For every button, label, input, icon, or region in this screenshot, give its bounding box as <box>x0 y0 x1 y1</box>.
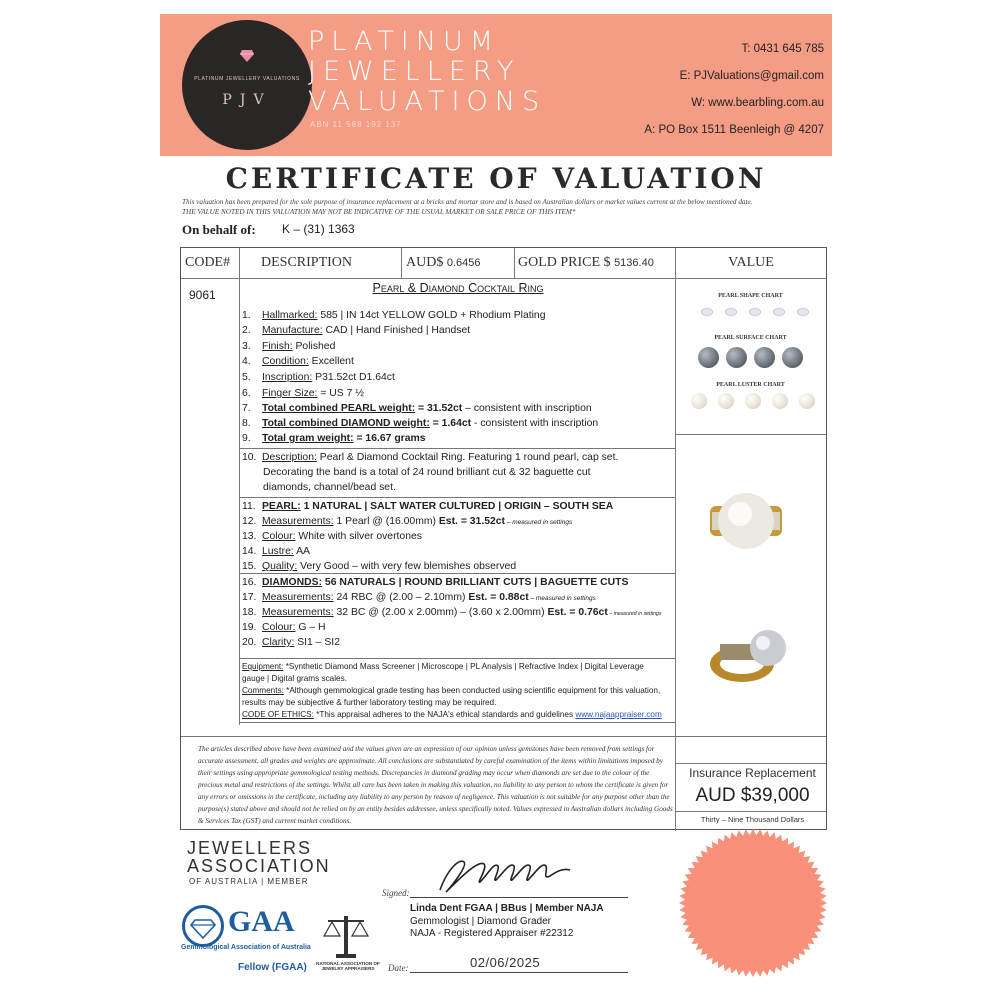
pearl-luster-excellent-icon <box>691 393 707 409</box>
pearl-shape-semi-round-icon <box>725 308 737 316</box>
ethics-note: CODE OF ETHICS: *This appraisal adheres to the NAJA's ethical standards and guidelines www.najaappraiser.com <box>242 710 662 719</box>
item-title: Pearl & Diamond Cocktail Ring <box>372 281 544 295</box>
legal-fine-print: The articles described above have been examined and the values given are an expression of our opinion unless gemstones have been removed from settings for accurate assessment, all grades and weights are approximate. All conclusions are substantiated by careful examination of the items within limitations imposed by their settings using appropriate gemmological testing methods. Discrepancies in diamond grading may occur when diamonds are set due to the colour of the precious metal and restrictions of the settings. Whilst all care has been taken in making this valuation, no liability to any person to whom the certificate is given for any errors or omissions in the certificate, including any liability to any person by reason of negligence. This valuation is not suitable for any purpose other than the purpose(s) stated above and should not be relied on by an entity besides addressee, unless specifically noted. Values expressed in Australian dollars including Goods & Services Tax (GST) and current market conditions. <box>198 745 673 825</box>
item-2: 2. Manufacture: CAD | Hand Finished | Handset <box>242 325 471 336</box>
pearl-luster-fair-icon <box>772 393 788 409</box>
value-divider <box>675 763 826 764</box>
aud-value: 0.6456 <box>446 257 481 269</box>
item-9: 9. Total gram weight: = 16.67 grams <box>242 433 426 444</box>
certificate-title: CERTIFICATE OF VALUATION <box>225 162 767 195</box>
pearl-luster-good-icon <box>745 393 761 409</box>
scales-of-justice-icon <box>320 912 372 960</box>
date-line <box>410 972 628 973</box>
disclaimer-line-1: This valuation has been prepared for the sole purpose of insurance replacement at a bricks and mortar store and is based on Australian dollars or market values current at the below mentioned date. <box>182 198 753 206</box>
item-7: 7. Total combined PEARL weight: = 31.52ct – consistent with inscription <box>242 403 592 414</box>
ring-top-view-image <box>706 488 786 558</box>
item-11: 11. PEARL: 1 NATURAL | SALT WATER CULTURED | ORIGIN – SOUTH SEA <box>242 501 614 512</box>
brand-line-3: VALUATIONS <box>308 86 547 117</box>
contact-email: E: PJValuations@gmail.com <box>679 70 824 82</box>
date-value: 02/06/2025 <box>470 955 541 970</box>
section-divider <box>239 722 675 723</box>
pearl-surface-spotted-icon <box>726 347 747 368</box>
value-header: VALUE <box>728 255 774 270</box>
section-divider <box>239 658 675 659</box>
date-label: Date: <box>388 963 409 973</box>
item-code: 9061 <box>189 288 216 302</box>
gaa-logo-text: GAA <box>228 905 295 938</box>
pearl-shape-chart-title: PEARL SHAPE CHART <box>718 293 783 299</box>
insurance-label: Insurance Replacement <box>689 766 816 780</box>
pearl-luster-poor-icon <box>799 393 815 409</box>
pearl-luster-chart-title: PEARL LUSTER CHART <box>716 382 785 388</box>
item-20: 20. Clarity: SI1 – SI2 <box>242 637 340 648</box>
comments-note: Comments: *Although gemmological grade testing has been conducted using scientific equipment for this valuation, <box>242 686 661 695</box>
on-behalf-label: On behalf of: <box>182 222 256 237</box>
section-divider <box>239 497 675 498</box>
equipment-note-line-2: gauge | Digital grams scales. <box>242 674 347 683</box>
item-14: 14. Lustre: AA <box>242 546 310 557</box>
description-header: DESCRIPTION <box>261 255 353 270</box>
item-12: 12. Measurements: 1 Pearl @ (16.00mm) Est. = 31.52ct – measured in settings <box>242 516 573 527</box>
pearl-surface-blemished-icon <box>754 347 775 368</box>
item-4: 4. Condition: Excellent <box>242 356 354 367</box>
signature-line <box>410 897 628 898</box>
jaa-logo-line-3: OF AUSTRALIA | MEMBER <box>189 877 309 886</box>
value-divider <box>675 434 826 435</box>
item-13: 13. Colour: White with silver overtones <box>242 531 422 542</box>
disclaimer-line-2: THE VALUE NOTED IN THIS VALUATION MAY NOT BE INDICATIVE OF THE USUAL MARKET OR SALE PRICE OF THIS ITEM* <box>182 208 576 216</box>
value-divider <box>675 811 826 812</box>
pearl-surface-chart-title: PEARL SURFACE CHART <box>714 335 787 341</box>
signer-registration: NAJA - Registered Appraiser #22312 <box>410 928 574 939</box>
seal-stamp <box>678 828 828 978</box>
pearl-surface-heavy-icon <box>782 347 803 368</box>
gaa-fellow: Fellow (FGAA) <box>238 962 307 973</box>
pearl-surface-clean-icon <box>698 347 719 368</box>
item-1: 1. Hallmarked: 585 | IN 14ct YELLOW GOLD + Rhodium Plating <box>242 310 546 321</box>
abn-number: ABN 11 588 192 137 <box>310 120 402 129</box>
equipment-note: Equipment: *Synthetic Diamond Mass Screener | Microscope | PL Analysis | Refractive Index | Digital Leverage <box>242 662 644 671</box>
naja-logo-text: NATIONAL ASSOCIATION OF JEWELRY APPRAISERS <box>316 961 380 971</box>
insurance-value: AUD $39,000 <box>695 785 810 806</box>
naja-website-link[interactable]: www.najaappraiser.com <box>575 710 662 719</box>
column-divider <box>239 248 240 725</box>
item-10-line-2: Decorating the band is a total of 24 round brilliant cut & 32 baguette cut <box>263 467 591 478</box>
gaa-diamond-icon <box>182 905 224 947</box>
header-divider <box>181 278 826 279</box>
section-divider <box>239 448 675 449</box>
jaa-logo-line-2: ASSOCIATION <box>187 856 331 876</box>
item-19: 19. Colour: G – H <box>242 622 326 633</box>
gold-price-value: 5136.40 <box>614 257 654 269</box>
pearl-shape-oval-icon <box>749 308 761 316</box>
item-18: 18. Measurements: 32 BC @ (2.00 x 2.00mm) – (3.60 x 2.00mm) Est. = 0.76ct – measured in settings <box>242 607 662 618</box>
pearl-shape-button-icon <box>773 308 785 316</box>
gaa-full-name: Gemmological Association of Australia <box>181 944 311 951</box>
logo-text: PLATINUM JEWELLERY VALUATIONS <box>194 76 300 82</box>
diamond-icon <box>240 50 254 62</box>
contact-address: A: PO Box 1511 Beenleigh @ 4207 <box>644 124 824 136</box>
insurance-value-words: Thirty – Nine Thousand Dollars <box>700 815 805 824</box>
pearl-shape-drop-icon <box>797 308 809 316</box>
signed-label: Signed: <box>382 888 410 898</box>
table-divider <box>181 736 826 737</box>
gold-price-header <box>518 255 654 271</box>
pearl-luster-very-good-icon <box>718 393 734 409</box>
brand-line-1: PLATINUM <box>308 26 501 57</box>
ring-side-view-image <box>706 626 796 688</box>
column-divider <box>514 248 515 278</box>
gold-price-label: GOLD PRICE $ <box>518 255 611 270</box>
item-10: 10. Description: Pearl & Diamond Cocktail Ring. Featuring 1 round pearl, cap set. <box>242 452 619 463</box>
on-behalf-value: K – (31) 1363 <box>282 222 355 236</box>
handwritten-signature <box>430 848 580 898</box>
signer-name: Linda Dent FGAA | BBus | Member NAJA <box>410 903 604 914</box>
aud-header <box>406 255 481 271</box>
logo-initials: PJV <box>222 92 272 108</box>
comments-note-line-2: results may be subjective & further laboratory testing may be required. <box>242 698 497 707</box>
brand-line-2: JEWELLERY <box>308 56 521 87</box>
column-divider <box>401 248 402 278</box>
contact-website: W: www.bearbling.com.au <box>691 97 824 109</box>
item-17: 17. Measurements: 24 RBC @ (2.00 – 2.10mm) Est. = 0.88ct – measured in settings <box>242 592 596 603</box>
contact-phone: T: 0431 645 785 <box>741 43 824 55</box>
jaa-logo-line-1: JEWELLERS <box>187 838 313 858</box>
header-banner <box>160 14 832 156</box>
section-divider <box>239 573 675 574</box>
item-6: 6. Finger Size: = US 7 ½ <box>242 388 364 399</box>
item-10-line-3: diamonds, channel/bead set. <box>263 482 396 493</box>
item-5: 5. Inscription: P31.52ct D1.64ct <box>242 372 395 383</box>
aud-label: AUD$ <box>406 255 444 270</box>
pearl-shape-round-icon <box>701 308 713 316</box>
signer-role: Gemmologist | Diamond Grader <box>410 916 551 927</box>
item-15: 15. Quality: Very Good – with very few blemishes observed <box>242 561 517 572</box>
item-3: 3. Finish: Polished <box>242 341 336 352</box>
item-8: 8. Total combined DIAMOND weight: = 1.64ct - consistent with inscription <box>242 418 599 429</box>
item-16: 16. DIAMONDS: 56 NATURALS | ROUND BRILLIANT CUTS | BAGUETTE CUTS <box>242 577 629 588</box>
logo <box>182 20 312 150</box>
code-header: CODE# <box>185 255 231 270</box>
